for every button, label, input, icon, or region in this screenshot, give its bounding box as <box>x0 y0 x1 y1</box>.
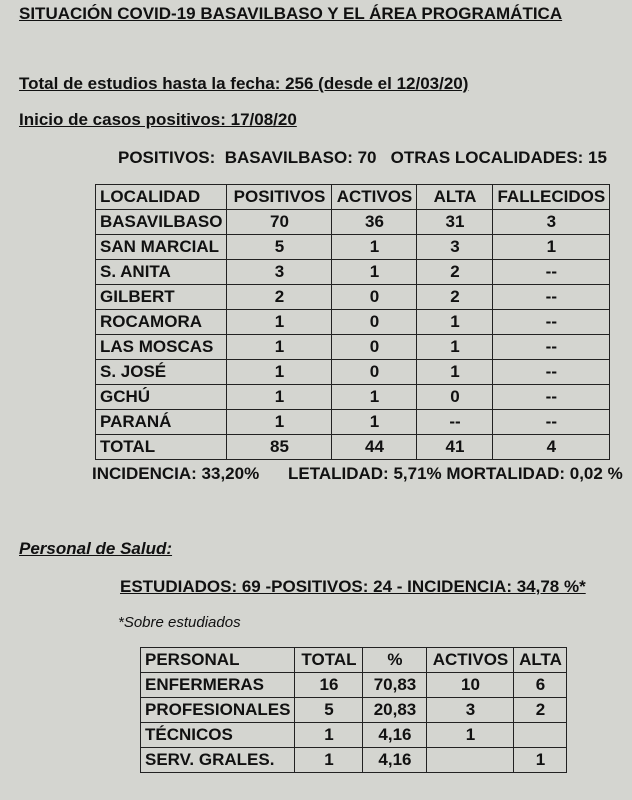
table-cell: TOTAL <box>96 435 227 460</box>
table-cell: 4 <box>493 435 610 460</box>
table-row <box>141 673 567 698</box>
table-cell: 2 <box>417 285 493 310</box>
table-row <box>96 285 610 310</box>
table-cell: 1 <box>417 310 493 335</box>
header-cell: TOTAL <box>295 648 363 673</box>
table-cell: PARANÁ <box>96 410 227 435</box>
table-header-row <box>141 648 567 673</box>
header-cell: % <box>363 648 427 673</box>
table-cell: S. JOSÉ <box>96 360 227 385</box>
header-cell: ACTIVOS <box>427 648 514 673</box>
table-cell: 41 <box>417 435 493 460</box>
incidence-rate: INCIDENCIA: 33,20% <box>92 464 260 483</box>
table-cell: 36 <box>332 210 417 235</box>
positives-summary: POSITIVOS: BASAVILBASO: 70 OTRAS LOCALIDADES: 15 <box>118 148 607 167</box>
table-cell: 1 <box>427 723 514 748</box>
staff-table <box>140 647 567 773</box>
table-cell: 1 <box>332 385 417 410</box>
table-cell: -- <box>417 410 493 435</box>
table-total-row <box>96 435 610 460</box>
table-cell: 16 <box>295 673 363 698</box>
table-cell: -- <box>493 385 610 410</box>
table-cell: GCHÚ <box>96 385 227 410</box>
table-cell: 31 <box>417 210 493 235</box>
table-cell: 0 <box>332 310 417 335</box>
table-cell: 3 <box>227 260 332 285</box>
table-cell: BASAVILBASO <box>96 210 227 235</box>
header-cell: ACTIVOS <box>332 185 417 210</box>
table-cell: 44 <box>332 435 417 460</box>
table-row <box>96 260 610 285</box>
table-cell: 1 <box>493 235 610 260</box>
health-staff-title: Personal de Salud: <box>19 539 173 558</box>
lethality-mortality-rate: LETALIDAD: 5,71% MORTALIDAD: 0,02 % <box>288 464 623 483</box>
table-cell: 4,16 <box>363 723 427 748</box>
table-cell: LAS MOSCAS <box>96 335 227 360</box>
table-cell: 1 <box>332 410 417 435</box>
positive-start-text: Inicio de casos positivos: 17/08/20 <box>19 110 297 129</box>
table-cell: 4,16 <box>363 748 427 773</box>
table-cell: 1 <box>295 748 363 773</box>
table-row <box>96 235 610 260</box>
table-cell: 70 <box>227 210 332 235</box>
table-row <box>96 335 610 360</box>
table-cell: 1 <box>514 748 567 773</box>
table-row <box>96 360 610 385</box>
header-cell: LOCALIDAD <box>96 185 227 210</box>
table-cell: 1 <box>295 723 363 748</box>
table-row <box>96 210 610 235</box>
header-cell: ALTA <box>514 648 567 673</box>
table-cell: GILBERT <box>96 285 227 310</box>
table-cell: 5 <box>227 235 332 260</box>
table-cell: 2 <box>514 698 567 723</box>
table-cell: S. ANITA <box>96 260 227 285</box>
table-cell: 1 <box>227 335 332 360</box>
table-cell: 1 <box>332 260 417 285</box>
table-cell: 70,83 <box>363 673 427 698</box>
header-cell: FALLECIDOS <box>493 185 610 210</box>
table-cell: 1 <box>227 360 332 385</box>
table-cell: 0 <box>332 335 417 360</box>
table-cell: 6 <box>514 673 567 698</box>
table-cell: 1 <box>227 410 332 435</box>
table-row <box>141 748 567 773</box>
table-cell: -- <box>493 310 610 335</box>
table-row <box>141 723 567 748</box>
table-cell: 3 <box>493 210 610 235</box>
table-row <box>96 310 610 335</box>
table-row <box>96 385 610 410</box>
table-cell: 0 <box>417 385 493 410</box>
total-studies-text: Total de estudios hasta la fecha: 256 (desde el 12/03/20) <box>19 74 469 93</box>
footnote: *Sobre estudiados <box>118 614 241 631</box>
table-cell: -- <box>493 360 610 385</box>
table-cell: 2 <box>227 285 332 310</box>
health-staff-summary: ESTUDIADOS: 69 -POSITIVOS: 24 - INCIDENCIA: 34,78 %* <box>120 577 586 596</box>
document-title: SITUACIÓN COVID-19 BASAVILBASO Y EL ÁREA PROGRAMÁTICA <box>19 4 563 23</box>
table-cell: 85 <box>227 435 332 460</box>
table-header-row <box>96 185 610 210</box>
table-cell: -- <box>493 260 610 285</box>
table-cell <box>427 748 514 773</box>
table-cell: -- <box>493 285 610 310</box>
table-cell: -- <box>493 335 610 360</box>
table-cell: 1 <box>227 385 332 410</box>
table-cell: ENFERMERAS <box>141 673 295 698</box>
table-cell: 1 <box>417 335 493 360</box>
table-cell: 2 <box>417 260 493 285</box>
table-cell: 0 <box>332 360 417 385</box>
header-cell: POSITIVOS <box>227 185 332 210</box>
header-cell: ALTA <box>417 185 493 210</box>
table-cell: 5 <box>295 698 363 723</box>
table-cell: PROFESIONALES <box>141 698 295 723</box>
table-cell: 3 <box>417 235 493 260</box>
table-cell: 0 <box>332 285 417 310</box>
cases-table <box>95 184 610 460</box>
table-cell <box>514 723 567 748</box>
table-cell: 20,83 <box>363 698 427 723</box>
header-cell: PERSONAL <box>141 648 295 673</box>
table-cell: TÉCNICOS <box>141 723 295 748</box>
table-cell: 10 <box>427 673 514 698</box>
table-cell: 3 <box>427 698 514 723</box>
table-cell: 1 <box>417 360 493 385</box>
table-cell: SAN MARCIAL <box>96 235 227 260</box>
table-row <box>141 698 567 723</box>
table-cell: ROCAMORA <box>96 310 227 335</box>
table-cell: -- <box>493 410 610 435</box>
table-row <box>96 410 610 435</box>
table-cell: 1 <box>332 235 417 260</box>
table-cell: SERV. GRALES. <box>141 748 295 773</box>
table-cell: 1 <box>227 310 332 335</box>
